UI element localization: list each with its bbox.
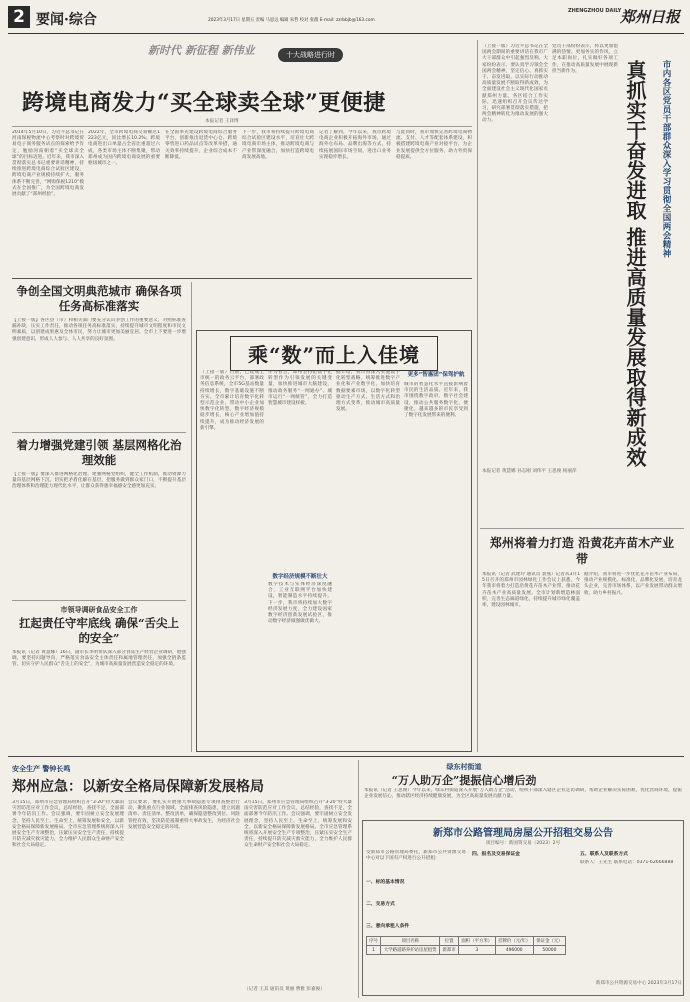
center-subhead-2: 数字经济规模不断壮大 xyxy=(272,574,328,580)
left-article-3-kicker: 市领导调研食品安全工作 xyxy=(60,606,138,614)
right-body-col-2: 党员干部纷纷表示，将以更加饱满的热情、更加务实的作风，立足本职岗位，扎实做好各项工作，在推动高质量发展中展现新担当新作为。 xyxy=(552,44,618,74)
banner xyxy=(8,40,473,70)
banner-slogan: 新时代 新征程 新伟业 xyxy=(148,44,255,57)
greening-kicker: 绿东村街道 xyxy=(446,763,482,771)
lead-body-col-2: 2022年，全市跨境电商交易额达1223亿元，同比增长10.2%；跨境电商进出口单量占全省比重超过六成，各类市场主体不断集聚，带动郑州成为国内跨境电商发展的重要枢纽城市之一。 xyxy=(88,130,160,167)
left-article-1-body: 【上接一版】各区县（市）和相关部门要充分认识争创工作的重要意义，对照标准查漏补缺，压实工作责任，推动各项任务高标准落实，持续提升城市文明程度和市民文明素质，以创建成果惠及全体市民，努力让城市更加美丽宜居。全市上下要进一步增强创建意识，形成人人参与、人人共享的良好氛围。 xyxy=(12,318,186,342)
safety-byline: （记者 王其 通讯员 黄丽 曹雅 彭嘉俊） xyxy=(244,987,325,992)
right-vertical-title: 真抓实干奋发进取 推进高质量发展取得新成效 xyxy=(623,60,647,467)
center-title: 乘“数”而上入佳境 xyxy=(230,336,438,371)
table-row xyxy=(367,946,566,955)
seedling-body-col-2: 据介绍，我市将进一步优化花卉苗木产业布局，推动产业规模化、标准化、品牌化发展，培育龙头企业，完善市场体系，以产业发展带动群众增收，助力乡村振兴。 xyxy=(584,572,682,596)
seedling-body-col-1: 本报讯（记者 武建玲 通讯员 裴燕）记者从3月15日召开的郑州市园林绿化工作会议上获悉，今年我市将着力打造沿黄花卉苗木产业带，推动花卉苗木产业高质量发展。全市计划新增造林面积，完善生态廊道绿化，持续提升城市绿化覆盖率，建设园林城市。 xyxy=(482,572,580,609)
notice-table-cell: 496000 xyxy=(495,946,533,955)
safety-body-col-1: 3月15日，郑州市应急管理局组织召开“3·20”特大暴雨灾害防范应对工作会议，总结经验，查找不足，全面部署今年防汛工作。会议强调，要牢固树立安全发展理念，坚持人民至上、生命至上，统筹发展和安全，以新安全格局保障新发展格局。全市应急管理系统将深入开展安全生产专项整治，压紧压实安全生产责任，持续提升防灾减灾救灾能力，全力维护人民群众生命财产安全和社会大局稳定。 xyxy=(12,800,124,849)
greening-body: 本报讯（记者 王思俊）今年以来，绿东村街道深入开展“万人助万企”活动，组织干部深入辖区企业走访调研，帮助企业解决实际困难，优化营商环境，提振企业发展信心，推动辖区经济持续健康发展，为全区高质量发展贡献力量。 xyxy=(364,788,682,800)
notice-section-1: 一、标的基本情况 xyxy=(366,880,405,885)
notice-box xyxy=(362,820,684,996)
center-body-col-2: 作为省会，郑州坚持把数字化转型作为引领发展的关键变量，加快推进城市大脑建设，推动政务服务“一网通办”、城市运行“一网统管”，全力打造智慧城市建设样板。 xyxy=(268,370,332,407)
left-divider-1 xyxy=(12,432,186,433)
notice-footer: 新郑市公共资源交易中心 2023年3月17日 xyxy=(595,981,682,986)
lead-divider xyxy=(12,126,472,127)
left-article-3-body: 本报讯（记者 黄慧娜）16日，副市长李明带队深入部分食品生产经营企业调研，他强调，要坚持问题导向，严格落实食品安全主体责任和属地管理责任，加强全链条监管，切实守护人民群众“舌尖上的安全”，为城市高质量发展营造安全稳定的环境。 xyxy=(12,650,186,668)
right-column-rule xyxy=(477,40,478,752)
left-divider-2 xyxy=(12,600,186,601)
notice-table xyxy=(366,936,566,955)
notice-table-header-cell: 序号 xyxy=(367,937,381,946)
left-article-2-body: 【上接一版】要深入推进网格化治理，建强网格党组织，健全工作机制，推动资源力量向基层网格下沉，切实把矛盾化解在基层，把服务做到群众家门口，不断提升基层治理体系和治理能力现代化水平，让群众获得感幸福感安全感更加充实。 xyxy=(12,472,186,490)
center-body-col-1: （上接一版）目前，已建成全市统一的政务云平台，部署政务信息系统，全市5G基站数量持续增长，数字基础设施不断夯实。全市累计培育数字化转型示范企业，带动中小企业加快数字化转型，数字经济规模稳步增长，核心产业增加值持续提升，成为推动经济发展的新引擎。 xyxy=(200,370,264,431)
center-body-col-4: 城市的智慧化水平直接影响着市民的生活品质。近年来，我市围绕数字政府、数字社会建设，推动公共服务数字化、便捷化，越来越多的市民享受到了数字化发展带来的便利。 xyxy=(404,382,468,419)
paper-name-en: ZHENGZHOU DAILY xyxy=(568,8,622,14)
notice-table-header-cell: 面积（平方米） xyxy=(458,937,495,946)
right-vertical-kicker: 市内各区党员干部群众深入学习贯彻全国两会精神 xyxy=(661,60,671,258)
lead-title: 跨境电商发力“买全球卖全球”更便捷 xyxy=(22,90,386,116)
notice-section-3: 三、意向承租人条件 xyxy=(366,924,410,929)
right-divider xyxy=(480,528,684,529)
left-article-3-title: 扛起责任守牢底线 确保“舌尖上的安全” xyxy=(18,616,180,645)
lead-byline: 本报记者 王译博 xyxy=(205,119,239,124)
notice-table-header-cell: 挂牌价（元/年） xyxy=(495,937,533,946)
notice-table-header-cell: 项目名称 xyxy=(381,937,440,946)
center-body-col-2b: 数字技术与实体经济深度融合，工业互联网平台加快建设，智能制造水平持续提升。下一步，我市将持续加大数字经济发展力度，全力建设国家数字经济创新发展试验区，推动数字经济做强做优做大。 xyxy=(268,582,332,625)
safety-body-col-3: 3月15日，郑州市应急管理局组织召开“3·20”特大暴雨灾害防范应对工作会议，总结经验，查找不足，全面部署今年防汛工作。会议强调，要牢固树立安全发展理念，坚持人民至上、生命至上，统筹发展和安全，以新安全格局保障新发展格局。全市应急管理系统将深入开展安全生产专项整治，压紧压实安全生产责任，持续提升防灾减灾救灾能力，全力维护人民群众生命财产安全和社会大局稳定。 xyxy=(244,800,352,849)
notice-section-5: 五、联系人及联系方式 xyxy=(580,852,628,857)
lower-column-rule xyxy=(358,760,359,998)
safety-title: 郑州应急：以新安全格局保障新发展格局 xyxy=(12,779,264,795)
section-name: 要闻·综合 xyxy=(36,12,97,28)
lead-body-col-3: 在全国率先建设跨境电商综合服务平台，创新推出退货中心仓、跨境零售进口药品试点等改革举措，通关效率持续提升，企业综合成本不断降低。 xyxy=(165,130,237,160)
notice-table-cell: 50000 xyxy=(533,946,565,955)
seedling-title: 郑州将着力打造 沿黄花卉苗木产业带 xyxy=(489,536,675,566)
left-article-2-title: 着力增强党建引领 基层网格化治理效能 xyxy=(16,438,182,467)
notice-table-header xyxy=(367,937,566,946)
notice-title: 新郑市公路管理局房屋公开招租交易公告 xyxy=(433,828,613,839)
lead-body-col-1: 2014年5月10日，习近平总书记在河南保税物流中心考察时对跨境贸易电子商务服务试点的探索给予肯定，勉励河南朝着“买全球卖全球”的目标迈进。近年来，我市深入贯彻落实总书记重要讲话精神，持续推进跨境电商综合试验区建设，跨境电商产业规模持续扩大，服务体系不断完善，“网购保税1210”模式在全国推广，为全国跨境电商发展贡献了“郑州经验”。 xyxy=(12,130,84,198)
banner-label: 十大战略进行时 xyxy=(278,48,343,62)
notice-table-header-cell: 保证金（元） xyxy=(533,937,565,946)
paper-name-cn: 郑州日报 xyxy=(620,8,681,26)
notice-table-cell: 新郑市 xyxy=(440,946,459,955)
notice-section-4: 四、报名及交易保证金 xyxy=(472,852,520,857)
greening-title: “万人助万企”提振信心增后劲 xyxy=(391,774,537,787)
safety-label: 安全生产 警钟长鸣 xyxy=(12,765,71,773)
page-number: 2 xyxy=(8,6,30,28)
notice-table-cell: 1 xyxy=(367,946,381,955)
center-subhead-1: 更多“智惠团”保驾护航 xyxy=(407,372,465,378)
lead-bottom-divider xyxy=(12,278,472,279)
notice-contact: 联系人：王先生 联系电话：0371-62666888 xyxy=(580,860,674,865)
notice-intro: 受新郑市公路管理局委托，新郑市公共资源交易中心对以下国有产权进行公开招租： xyxy=(366,850,466,862)
lead-body-col-6: 与此同时，我市加快完善跨境电商物流、支付、人才等配套体系建设，积极搭建跨境电商产业对接平台，为企业发展提供全方位服务，助力外贸保稳提质。 xyxy=(396,130,472,160)
notice-section-2: 二、交易方式 xyxy=(366,902,395,907)
notice-table-cell: 大学路道路养护站房屋租赁 xyxy=(381,946,440,955)
center-body-col-3: 据介绍，我市将深入实施数字化转型战略，统筹推进数字产业化和产业数字化，加快培育数据要素市场，以数字化转型驱动生产方式、生活方式和治理方式变革，推动城市高质量发展。 xyxy=(336,370,400,413)
left-article-1-title: 争创全国文明典范城市 确保各项任务高标准落实 xyxy=(16,284,182,313)
left-column-rule xyxy=(191,282,192,752)
lead-body-col-4: 下一步，我市将持续提升跨境电商综合试验区建设水平，培育壮大跨境电商市场主体，推动跨境电商与产业带深度融合，加快打造跨境电商发展高地。 xyxy=(242,130,314,160)
notice-project-number: 项目编号：新国资交易（2023）2号 xyxy=(485,841,561,846)
masthead xyxy=(8,6,684,34)
safety-body-col-2: 会议要求，要扎实开展重大事故隐患专项排查整治行动，聚焦重点行业领域，全面排查风险隐患，建立问题清单、责任清单、整改清单，确保隐患整改到位、风险管控有效，坚决防范遏制重特大事故发生，为经济社会发展营造安全稳定的环境。 xyxy=(128,800,240,830)
lower-section-divider xyxy=(8,756,684,757)
notice-table-header-cell: 位置 xyxy=(440,937,459,946)
lead-body-col-5: 记者了解到，今年以来，我市跨境电商企业积极开拓海外市场，通过海外仓布局、品牌出海等方式，持续拓展国际市场空间，进出口业务实现稳步增长。 xyxy=(319,130,391,160)
right-byline: 本报记者 黄慧娜 孙志刚 刘伟平 王思俊 杨丽萍 xyxy=(482,469,577,474)
masthead-meta: 2023年3月17日 星期五 责编 马思远 编辑 朱哲 校对 张薇 E-mail: zzrbbjb@163.com xyxy=(208,18,375,23)
notice-table-cell: 3 xyxy=(458,946,495,955)
right-body-col-1: （上接一版）习近平总书记在全国两会期间的重要讲话在我市广大干部群众中引起强烈反响。大家纷纷表示，要认真学习领会全国两会精神，坚定信心、真抓实干、奋发进取，以实际行动推动高质量发展不断取得新成效，为全面建设社会主义现代化国家贡献郑州力量。各区结合工作实际，迅速组织召开会议传达学习，研究部署贯彻落实措施，把两会精神转化为推动发展的强大动力。 xyxy=(482,44,548,124)
